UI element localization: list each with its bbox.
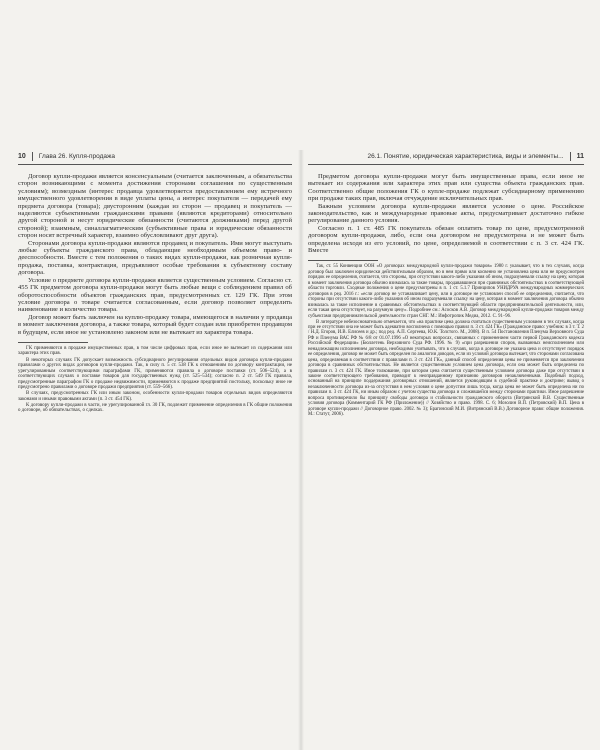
footnote: В случаях, предусмотренных ГК или иным законом, особенности купли-продажи товаров отдельных видов определяются законами и иными правовыми актами (п. 3 ст. 454 ГК).	[18, 391, 292, 402]
left-paragraph: Условие о предмете договора купли-продажи является существенным условием. Согласно ст. 455 ГК предметом договора купли-продажи могут быть любые вещи с соблюдением правил об оборотоспособности объектов гражданских прав, предусмотренных ст. 129 ГК. При этом условие договора о товаре считается согласованным, если договор позволяет определить наименование и количество товара.	[18, 276, 292, 314]
right-running-head	[308, 150, 584, 165]
left-body-text	[18, 173, 292, 336]
left-paragraph: Сторонами договора купли-продажи являются продавец и покупатель. Ими могут выступать любые субъекты гражданского права, обладающие необходимым объемом право- и дееспособности. Вместе с тем положения о таких видах купли-продажи, как розничная купля-продажа, поставка, контрактация, предъявляют особые требования к субъектному составу договора.	[18, 239, 292, 277]
book-gutter	[298, 150, 304, 750]
right-paragraph: Важным условием договора купли-продажи является условие о цене. Российское законодательство, как и международные правовые акты, предусматривает достаточно гибкое регулирование данного условия.	[308, 202, 584, 225]
left-page	[18, 150, 292, 745]
footnote: В литературе небезосновательно отмечается, что «на практике цена должна считаться существенным условием в тех случаях, когда при ее отсутствии она не может быть адекватно восполнена с помощью правил п. 3 ст. 424 ГК» (Гражданское право: учебник: в 3 т. Т. 2 / Н.Д. Егоров, И.В. Елисеев и др.; под ред. А.П. Сергеева, Ю.К. Толстого. М., 2008). В п. 54 Постановления Пленума Верховного Суда РФ и Пленума ВАС РФ № 6/8 от 01.07.1996 «О некоторых вопросах, связанных с применением части первой Гражданского кодекса Российской Федерации» (Бюллетень Верховного Суда РФ. 1996. № 9) «при разрешении споров, вызванных неисполнением или ненадлежащим исполнением договора, необходимо учитывать, что в случаях, когда в договоре не указана цена и отсутствует порядок ее определения, договор не может быть определен по аналогии доводов, если из условий договора вытекает, что сторонами согласована цена, определяемая в соответствии с правилами п. 3 ст. 424 ГК», данный способ определения цены не применяется при заключении договора в сравнимых обстоятельствах. Не является существенным условием цена договора, если она может быть определена по правилам п. 3 ст. 424 ГК. Иное толкование, при котором цена считается существенным условием договора даже при отсутствии в законе соответствующего требования, приводит к неоправданному признанию договоров незаключенными. Подобный подход, основанный на принципе поддержания договорных отношений, является руководящим в судебной практике и доктрине; вывод о незаключенности договора из-за отсутствия в нем условия о цене допустим лишь тогда, когда цена не может быть определена ни по правилам п. 3 ст. 424 ГК, ни иным образом с учетом существа договора и сложившейся между сторонами практики. Иное разрешение вопроса противоречило бы принципу свободы договора и стабильности гражданского оборота (Витрянский В.В. Существенные условия договора (Комментарий ГК РФ (Приложение)) // Хозяйство и право. 1998. С. 6; Мозолин В.П. (Петровский) В.П. Цена в договоре купли-продажи // Договорное право. 2002. № 3); Брагинский М.И. (Витрянский В.В.) Договорное право: общие положения. М.: Статут, 2006).	[308, 319, 584, 418]
left-footnotes	[18, 346, 292, 414]
left-running-head	[18, 150, 292, 165]
running-head-separator	[570, 152, 571, 161]
right-section-title: 26.1. Понятие, юридическая характеристика, виды и элементы...	[367, 152, 564, 160]
left-chapter-title: Глава 26. Купля-продажа	[38, 152, 116, 160]
footnote: ГК применяются в продаже имущественных прав, в том числе цифровых прав, если иное не вытекает из содержания или характера этих прав.	[18, 345, 292, 357]
left-paragraph: Договор может быть заключен на куплю-продажу товара, имеющегося в наличии у продавца в момент заключения договора, а также товара, который будет создан или приобретен продавцом в будущем, если иное не установлено законом или не вытекает из характера товара.	[18, 313, 292, 336]
footnote-rule	[18, 342, 88, 343]
right-paragraph: Согласно п. 1 ст. 485 ГК покупатель обязан оплатить товар по цене, предусмотренной договором купли-продажи, либо, если она договором не предусмотрена и не может быть определена исходя из его условий, по цене, определяемой в соответствии с п. 3 ст. 424 ГК. Вместе	[308, 224, 584, 255]
running-head-separator	[32, 152, 33, 161]
right-body-text	[308, 173, 584, 254]
left-paragraph: Договор купли-продажи является консенсуальным (считается заключенным, а обязательства сторон возникающими с момента достижения сторонами соглашения по существенным условиям); возмездным (интерес продавца удовлетворяется предоставлением ему встречного имущественного удовлетворения в виде уплаты цены, а интерес покупателя — передачей ему предмета договора (товара); двусторонним (каждая из сторон — продавец и покупатель — наделяются субъективными гражданскими правами (являются кредиторами) относительно другой стороной и несут юридические обязанности (считаются должниками) перед другой стороной); взаимным, синаллагматическим (субъективные права и юридические обязанности сторон носят встречный характер, взаимно обусловливают друг друга).	[18, 173, 292, 240]
right-page-number: 11	[576, 152, 584, 160]
right-page	[308, 150, 584, 745]
footnote: К договору купли-продажи в части, не урегулированной гл. 30 ГК, подлежит применение определения в ГК общие положения о договоре, об обязательствах, о сделках.	[18, 402, 292, 414]
footnote: Так, ст. 55 Конвенции ООН «О договорах международной купли-продажи товаров» 1980 г. указывает, что в тех случаях, когда договор был заключен юридически действительным образом, но в нем прямо или косвенно не установлена цена или не предусмотрен порядок ее определения, считается, что стороны, при отсутствии какого-либо указания об ином, подразумевали ссылку на цену, которая в момент заключения договора обычно взималась за такие товары, продававшиеся при сравнимых обстоятельствах в соответствующей области торговли. Сходные положения о цене предусмотрены в п. 1 ст. 5.1.7 Принципов УНИДРУА международных коммерческих договоров в ред. 2016 г.: «если договор не устанавливает цену, или в договоре не установлен способ ее определения, считается, что стороны при отсутствии какого-либо указания об ином подразумевали ссылку на цену, которая в момент заключения договора обычно взималась за такое исполнение в сравнимых обстоятельствах в соответствующей области предпринимательской деятельности, или, если такая цена отсутствует, на разумную цену». Подробнее см.: Асосков А.В. Договор международной купли-продажи товаров между субъектами предпринимательской деятельности стран СНГ. М.: Инфотропик Медиа, 2012. С. 91–96.	[308, 264, 584, 319]
left-page-number: 10	[18, 152, 26, 160]
footnote-rule	[308, 260, 378, 261]
right-footnotes	[308, 264, 584, 417]
right-paragraph: Предметом договора купли-продажи могут быть имущественные права, если иное не вытекает из содержания или характера этих прав или существа объекта гражданских прав. Соответственно общие положения ГК о купле-продаже подлежат субсидиарному применению при продаже таких прав, включая отчуждение исключительных прав.	[308, 173, 584, 203]
footnote: В некоторых случаях ГК допускает возможность субсидиарного регулирования отдельных видов договора купли-продажи правилами о других видах договоров купли-продажи. Так, в силу п. 5 ст. 538 ГК к отношениям по договору контрактации, не урегулированным соответствующими параграфами ГК, применяются правила о договоре поставки (ст. 506–524), а в соответствующих случаях о поставке товаров для государственных нужд (ст. 525–534); согласно п. 2 ст. 549 ГК правила, предусмотренные параграфом ГК о продаже недвижимости, применяются к продаже предприятий постольку, поскольку иное не предусмотрено правилами о договоре продажи предприятия (ст. 559–566).	[18, 357, 292, 391]
